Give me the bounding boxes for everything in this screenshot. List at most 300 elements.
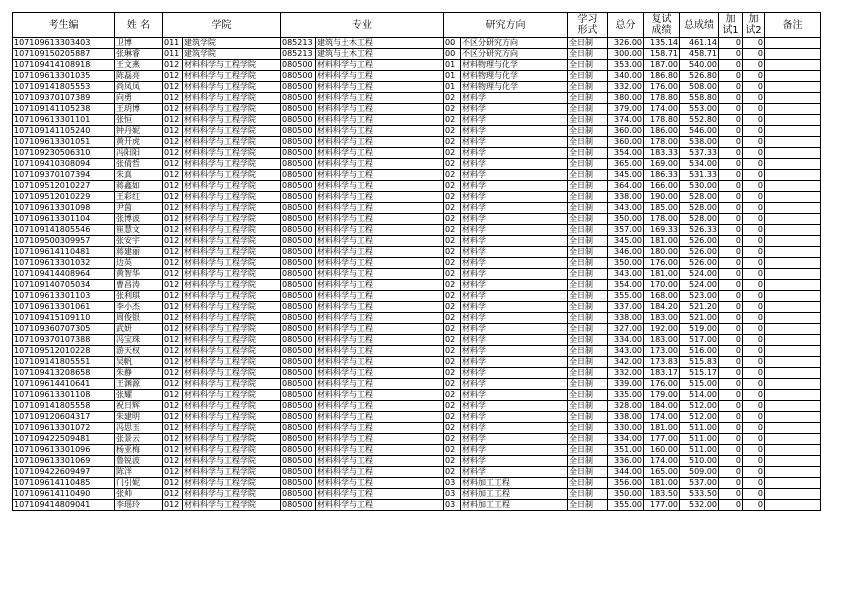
cell-exam-id: 107109614110481 (13, 247, 115, 258)
cell-study-form: 全日制 (568, 357, 608, 368)
cell-exam-id: 107109614410641 (13, 379, 115, 390)
cell-study-form: 全日制 (568, 379, 608, 390)
cell-remark (765, 137, 821, 148)
cell-retest: 184.00 (644, 401, 680, 412)
cell-study-form: 全日制 (568, 126, 608, 137)
cell-final: 512.00 (680, 412, 719, 423)
cell-college-code: 012 (163, 258, 183, 269)
cell-extra1: 0 (719, 170, 743, 181)
cell-major-code: 080500 (281, 313, 316, 324)
cell-study-form: 全日制 (568, 104, 608, 115)
cell-extra1: 0 (719, 159, 743, 170)
cell-major-code: 080500 (281, 192, 316, 203)
cell-exam-id: 107109614110490 (13, 489, 115, 500)
cell-extra2: 0 (743, 313, 765, 324)
cell-exam-id: 107109614110485 (13, 478, 115, 489)
cell-remark (765, 82, 821, 93)
cell-name: 朱真 (115, 170, 163, 181)
cell-major: 材料科学与工程 (316, 269, 444, 280)
cell-college: 材料科学与工程学院 (183, 478, 281, 489)
cell-study-form: 全日制 (568, 115, 608, 126)
cell-direction: 材料学 (461, 269, 568, 280)
cell-direction-code: 02 (444, 137, 461, 148)
cell-exam-id: 107109613301035 (13, 71, 115, 82)
cell-direction-code: 02 (444, 368, 461, 379)
cell-extra1: 0 (719, 148, 743, 159)
cell-major-code: 080500 (281, 412, 316, 423)
cell-direction-code: 01 (444, 60, 461, 71)
cell-study-form: 全日制 (568, 38, 608, 49)
cell-direction-code: 02 (444, 467, 461, 478)
cell-extra1: 0 (719, 401, 743, 412)
table-body (13, 38, 821, 511)
cell-direction: 材料物理与化学 (461, 60, 568, 71)
cell-study-form: 全日制 (568, 423, 608, 434)
cell-study-form: 全日制 (568, 467, 608, 478)
cell-extra2: 0 (743, 214, 765, 225)
cell-extra1: 0 (719, 38, 743, 49)
cell-college-code: 012 (163, 346, 183, 357)
cell-exam-id: 107109370107389 (13, 93, 115, 104)
cell-extra2: 0 (743, 93, 765, 104)
cell-name: 冯思玉 (115, 423, 163, 434)
cell-major: 材料科学与工程 (316, 137, 444, 148)
cell-final: 510.00 (680, 456, 719, 467)
cell-exam-id: 107109613301096 (13, 445, 115, 456)
cell-college-code: 012 (163, 170, 183, 181)
cell-final: 515.17 (680, 368, 719, 379)
cell-direction-code: 02 (444, 335, 461, 346)
cell-final: 526.80 (680, 71, 719, 82)
cell-name: 张倩哲 (115, 159, 163, 170)
cell-study-form: 全日制 (568, 368, 608, 379)
cell-study-form: 全日制 (568, 313, 608, 324)
cell-final: 523.00 (680, 291, 719, 302)
table-row (13, 247, 821, 258)
cell-remark (765, 93, 821, 104)
cell-exam-id: 107109613301108 (13, 390, 115, 401)
cell-total: 339.00 (608, 379, 644, 390)
cell-remark (765, 126, 821, 137)
cell-college-code: 012 (163, 456, 183, 467)
cell-direction: 材料学 (461, 390, 568, 401)
cell-major: 材料科学与工程 (316, 82, 444, 93)
cell-study-form: 全日制 (568, 434, 608, 445)
cell-college-code: 012 (163, 412, 183, 423)
cell-retest: 173.83 (644, 357, 680, 368)
cell-study-form: 全日制 (568, 489, 608, 500)
cell-extra2: 0 (743, 247, 765, 258)
cell-college-code: 012 (163, 126, 183, 137)
cell-exam-id: 107109141805553 (13, 82, 115, 93)
cell-total: 360.00 (608, 126, 644, 137)
cell-final: 546.00 (680, 126, 719, 137)
cell-direction: 材料学 (461, 291, 568, 302)
cell-college-code: 011 (163, 38, 183, 49)
cell-direction: 材料物理与化学 (461, 71, 568, 82)
cell-total: 365.00 (608, 159, 644, 170)
cell-remark (765, 500, 821, 511)
cell-retest: 181.00 (644, 236, 680, 247)
cell-direction: 材料加工工程 (461, 500, 568, 511)
cell-major-code: 080500 (281, 357, 316, 368)
cell-major: 材料科学与工程 (316, 126, 444, 137)
cell-remark (765, 335, 821, 346)
cell-total: 374.00 (608, 115, 644, 126)
table-row (13, 500, 821, 511)
cell-direction: 材料学 (461, 236, 568, 247)
cell-direction-code: 03 (444, 489, 461, 500)
cell-college-code: 012 (163, 280, 183, 291)
table-row (13, 192, 821, 203)
cell-college: 材料科学与工程学院 (183, 104, 281, 115)
table-row (13, 214, 821, 225)
cell-major-code: 080500 (281, 456, 316, 467)
cell-extra1: 0 (719, 214, 743, 225)
cell-extra1: 0 (719, 291, 743, 302)
cell-name: 王渊源 (115, 379, 163, 390)
cell-final: 526.00 (680, 258, 719, 269)
cell-name: 向勇 (115, 93, 163, 104)
cell-final: 521.00 (680, 313, 719, 324)
cell-college: 材料科学与工程学院 (183, 357, 281, 368)
table-row (13, 236, 821, 247)
table-row (13, 302, 821, 313)
cell-direction: 材料学 (461, 445, 568, 456)
table-row (13, 280, 821, 291)
cell-exam-id: 107109150205887 (13, 49, 115, 60)
cell-final: 514.00 (680, 390, 719, 401)
cell-name: 张利琪 (115, 291, 163, 302)
cell-extra1: 0 (719, 82, 743, 93)
col-header-remark: 备注 (765, 13, 821, 38)
cell-college: 材料科学与工程学院 (183, 93, 281, 104)
cell-total: 342.00 (608, 357, 644, 368)
cell-extra2: 0 (743, 159, 765, 170)
cell-college: 材料科学与工程学院 (183, 346, 281, 357)
cell-major-code: 080500 (281, 126, 316, 137)
cell-total: 354.00 (608, 280, 644, 291)
cell-name: 张安宇 (115, 236, 163, 247)
cell-name: 周俊银 (115, 313, 163, 324)
cell-final: 528.00 (680, 203, 719, 214)
col-header-college: 学院 (163, 13, 281, 38)
cell-retest: 178.80 (644, 115, 680, 126)
cell-college: 材料科学与工程学院 (183, 258, 281, 269)
cell-direction: 材料加工工程 (461, 489, 568, 500)
cell-final: 532.00 (680, 500, 719, 511)
cell-direction: 材料学 (461, 456, 568, 467)
cell-extra2: 0 (743, 137, 765, 148)
cell-study-form: 全日制 (568, 302, 608, 313)
col-header-name: 姓 名 (115, 13, 163, 38)
cell-exam-id: 107109613301069 (13, 456, 115, 467)
cell-final: 552.80 (680, 115, 719, 126)
cell-final: 534.00 (680, 159, 719, 170)
cell-retest: 170.00 (644, 280, 680, 291)
cell-remark (765, 346, 821, 357)
cell-name: 祝日辉 (115, 401, 163, 412)
cell-direction-code: 02 (444, 148, 461, 159)
cell-extra1: 0 (719, 412, 743, 423)
cell-final: 533.50 (680, 489, 719, 500)
cell-college: 材料科学与工程学院 (183, 445, 281, 456)
cell-extra2: 0 (743, 236, 765, 247)
cell-direction-code: 02 (444, 170, 461, 181)
cell-extra1: 0 (719, 236, 743, 247)
cell-remark (765, 148, 821, 159)
cell-major-code: 080500 (281, 291, 316, 302)
cell-retest: 166.00 (644, 181, 680, 192)
cell-exam-id: 107109512010228 (13, 346, 115, 357)
cell-study-form: 全日制 (568, 170, 608, 181)
cell-direction: 材料学 (461, 148, 568, 159)
cell-college-code: 012 (163, 269, 183, 280)
cell-retest: 169.00 (644, 159, 680, 170)
cell-extra1: 0 (719, 478, 743, 489)
cell-total: 300.00 (608, 49, 644, 60)
cell-retest: 169.33 (644, 225, 680, 236)
cell-major: 材料科学与工程 (316, 324, 444, 335)
cell-major-code: 080500 (281, 379, 316, 390)
cell-college: 建筑学院 (183, 38, 281, 49)
cell-extra2: 0 (743, 401, 765, 412)
cell-major: 材料科学与工程 (316, 302, 444, 313)
cell-extra1: 0 (719, 368, 743, 379)
cell-remark (765, 247, 821, 258)
cell-name: 张琳睿 (115, 49, 163, 60)
col-header-extra2: 加 试2 (743, 13, 765, 38)
cell-major: 材料科学与工程 (316, 379, 444, 390)
cell-final: 508.00 (680, 82, 719, 93)
cell-direction: 材料学 (461, 313, 568, 324)
cell-remark (765, 478, 821, 489)
cell-total: 364.00 (608, 181, 644, 192)
cell-final: 516.00 (680, 346, 719, 357)
cell-retest: 183.33 (644, 148, 680, 159)
cell-extra2: 0 (743, 445, 765, 456)
cell-college: 材料科学与工程学院 (183, 324, 281, 335)
cell-college-code: 012 (163, 148, 183, 159)
cell-college-code: 012 (163, 478, 183, 489)
cell-retest: 173.00 (644, 346, 680, 357)
cell-direction: 材料学 (461, 258, 568, 269)
cell-total: 337.00 (608, 302, 644, 313)
cell-extra1: 0 (719, 247, 743, 258)
cell-college-code: 012 (163, 192, 183, 203)
cell-total: 343.00 (608, 269, 644, 280)
cell-direction: 材料学 (461, 346, 568, 357)
cell-retest: 177.00 (644, 500, 680, 511)
cell-major: 材料科学与工程 (316, 357, 444, 368)
cell-final: 531.33 (680, 170, 719, 181)
cell-total: 334.00 (608, 335, 644, 346)
cell-college: 材料科学与工程学院 (183, 368, 281, 379)
cell-college-code: 012 (163, 214, 183, 225)
table-row (13, 258, 821, 269)
cell-direction-code: 02 (444, 115, 461, 126)
cell-extra2: 0 (743, 148, 765, 159)
cell-retest: 180.00 (644, 247, 680, 258)
cell-exam-id: 107109613301061 (13, 302, 115, 313)
cell-college-code: 012 (163, 181, 183, 192)
cell-total: 357.00 (608, 225, 644, 236)
cell-major: 材料科学与工程 (316, 170, 444, 181)
cell-direction-code: 00 (444, 49, 461, 60)
cell-major: 材料科学与工程 (316, 434, 444, 445)
cell-retest: 178.00 (644, 214, 680, 225)
cell-major: 材料科学与工程 (316, 368, 444, 379)
table-row (13, 170, 821, 181)
cell-name: 蒋建丽 (115, 247, 163, 258)
cell-college: 材料科学与工程学院 (183, 434, 281, 445)
cell-name: 钟丹妮 (115, 126, 163, 137)
cell-college: 材料科学与工程学院 (183, 181, 281, 192)
cell-name: 王玥博 (115, 104, 163, 115)
cell-direction-code: 02 (444, 225, 461, 236)
cell-extra2: 0 (743, 258, 765, 269)
cell-retest: 176.00 (644, 82, 680, 93)
cell-exam-id: 107109422509481 (13, 434, 115, 445)
cell-major: 建筑与土木工程 (316, 49, 444, 60)
cell-college-code: 012 (163, 313, 183, 324)
cell-retest: 183.17 (644, 368, 680, 379)
cell-major: 材料科学与工程 (316, 214, 444, 225)
cell-extra2: 0 (743, 467, 765, 478)
table-row (13, 368, 821, 379)
cell-direction-code: 02 (444, 181, 461, 192)
cell-retest: 174.00 (644, 104, 680, 115)
cell-major-code: 080500 (281, 170, 316, 181)
cell-study-form: 全日制 (568, 291, 608, 302)
cell-total: 351.00 (608, 445, 644, 456)
cell-extra2: 0 (743, 291, 765, 302)
cell-direction-code: 02 (444, 445, 461, 456)
cell-college: 材料科学与工程学院 (183, 225, 281, 236)
cell-direction: 材料学 (461, 434, 568, 445)
cell-direction: 材料学 (461, 115, 568, 126)
cell-name: 王文燕 (115, 60, 163, 71)
cell-direction-code: 02 (444, 93, 461, 104)
cell-exam-id: 107109613301101 (13, 115, 115, 126)
cell-major: 材料科学与工程 (316, 500, 444, 511)
cell-study-form: 全日制 (568, 203, 608, 214)
cell-study-form: 全日制 (568, 456, 608, 467)
cell-study-form: 全日制 (568, 478, 608, 489)
cell-direction: 材料学 (461, 214, 568, 225)
table-row (13, 269, 821, 280)
cell-college-code: 012 (163, 159, 183, 170)
cell-exam-id: 107109422609497 (13, 467, 115, 478)
cell-major: 材料科学与工程 (316, 346, 444, 357)
cell-extra1: 0 (719, 181, 743, 192)
cell-direction-code: 02 (444, 456, 461, 467)
cell-retest: 181.00 (644, 269, 680, 280)
cell-remark (765, 258, 821, 269)
cell-final: 458.71 (680, 49, 719, 60)
cell-major-code: 080500 (281, 214, 316, 225)
cell-direction: 材料学 (461, 203, 568, 214)
cell-name: 张景云 (115, 434, 163, 445)
cell-name: 杨亚梅 (115, 445, 163, 456)
cell-college-code: 012 (163, 335, 183, 346)
cell-remark (765, 412, 821, 423)
cell-name: 吴帆 (115, 357, 163, 368)
cell-retest: 165.00 (644, 467, 680, 478)
cell-remark (765, 434, 821, 445)
cell-college: 材料科学与工程学院 (183, 236, 281, 247)
cell-direction: 材料学 (461, 467, 568, 478)
cell-study-form: 全日制 (568, 159, 608, 170)
cell-major: 材料科学与工程 (316, 467, 444, 478)
cell-major-code: 080500 (281, 115, 316, 126)
cell-total: 338.00 (608, 412, 644, 423)
cell-extra2: 0 (743, 192, 765, 203)
cell-remark (765, 192, 821, 203)
cell-study-form: 全日制 (568, 324, 608, 335)
table-row (13, 38, 821, 49)
cell-final: 509.00 (680, 467, 719, 478)
cell-extra1: 0 (719, 137, 743, 148)
cell-college-code: 012 (163, 324, 183, 335)
col-header-retest: 复试 成绩 (644, 13, 680, 38)
cell-retest: 186.33 (644, 170, 680, 181)
cell-final: 524.00 (680, 269, 719, 280)
cell-final: 528.00 (680, 192, 719, 203)
cell-major: 材料科学与工程 (316, 225, 444, 236)
cell-retest: 160.00 (644, 445, 680, 456)
cell-study-form: 全日制 (568, 335, 608, 346)
cell-name: 游天权 (115, 346, 163, 357)
cell-major: 材料科学与工程 (316, 115, 444, 126)
cell-final: 515.00 (680, 379, 719, 390)
cell-major-code: 080500 (281, 137, 316, 148)
cell-extra2: 0 (743, 225, 765, 236)
cell-major-code: 080500 (281, 148, 316, 159)
cell-name: 崔慧文 (115, 225, 163, 236)
cell-direction-code: 02 (444, 324, 461, 335)
cell-retest: 174.00 (644, 456, 680, 467)
cell-extra2: 0 (743, 390, 765, 401)
cell-extra1: 0 (719, 423, 743, 434)
cell-total: 338.00 (608, 192, 644, 203)
cell-exam-id: 107109141805551 (13, 357, 115, 368)
cell-college-code: 012 (163, 401, 183, 412)
cell-direction: 材料学 (461, 170, 568, 181)
table-row (13, 71, 821, 82)
cell-extra2: 0 (743, 346, 765, 357)
header-row (13, 13, 821, 38)
cell-retest: 178.00 (644, 137, 680, 148)
cell-total: 327.00 (608, 324, 644, 335)
cell-college: 材料科学与工程学院 (183, 302, 281, 313)
cell-major-code: 080500 (281, 368, 316, 379)
cell-total: 343.00 (608, 203, 644, 214)
cell-total: 350.00 (608, 258, 644, 269)
cell-remark (765, 489, 821, 500)
cell-direction: 材料学 (461, 379, 568, 390)
cell-direction-code: 02 (444, 192, 461, 203)
cell-college: 材料科学与工程学院 (183, 456, 281, 467)
cell-major-code: 080500 (281, 302, 316, 313)
cell-study-form: 全日制 (568, 214, 608, 225)
cell-major-code: 080500 (281, 500, 316, 511)
cell-direction-code: 02 (444, 379, 461, 390)
cell-extra2: 0 (743, 170, 765, 181)
cell-remark (765, 71, 821, 82)
cell-total: 336.00 (608, 456, 644, 467)
cell-extra2: 0 (743, 115, 765, 126)
